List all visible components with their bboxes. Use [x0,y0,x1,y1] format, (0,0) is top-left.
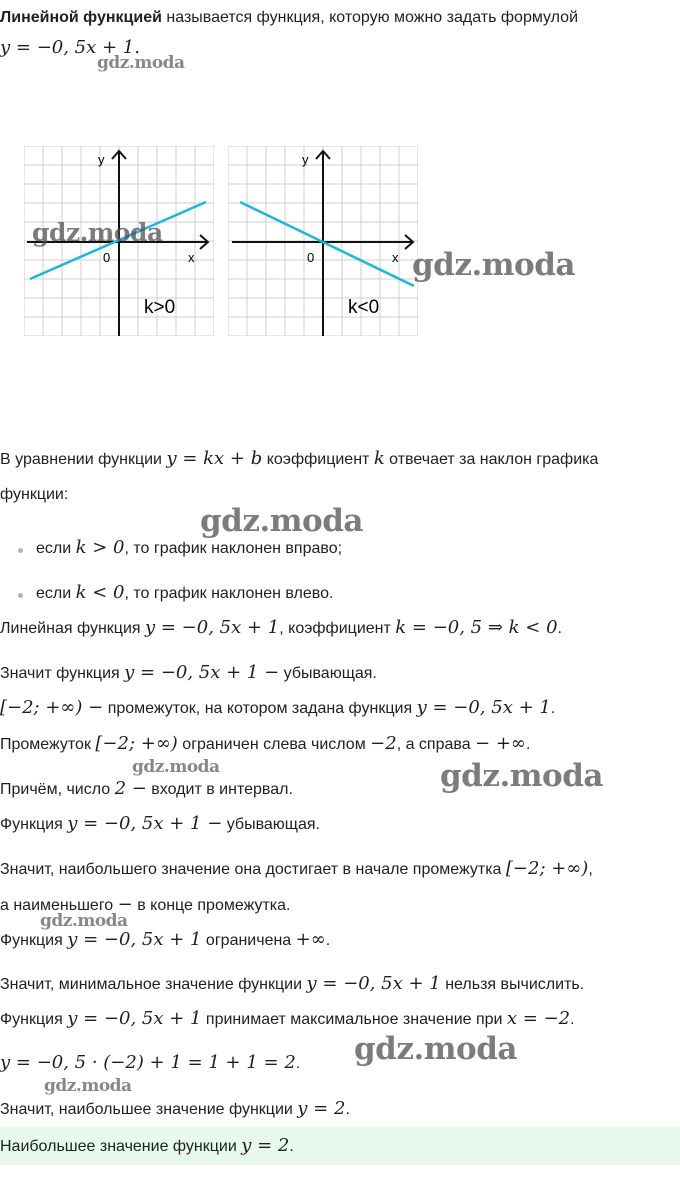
formula: y = −0, 5x + 1 [67,929,202,950]
solution-line [0,618,562,639]
text: убывающая. [222,816,320,833]
text: в конце промежутка. [132,897,291,914]
k-coefficient-line-end: функции: [0,486,69,503]
solution-line [0,779,293,800]
text: ограничена [201,932,296,949]
formula: y = −0, 5 · (−2) + 1 = 1 + 1 = 2 [0,1052,296,1073]
intro-bold-term: Линейной функцией [0,9,162,26]
text: Значит, минимальное значение функции [0,976,307,993]
text: . [550,700,556,717]
bullet-item [36,538,342,559]
text: , а справа [396,736,476,753]
formula: [−2; +∞) [95,733,178,754]
text: . [525,736,531,753]
formula: 2 − [114,778,147,799]
watermark: gdz.moda [40,911,128,931]
text: а наименьшего [0,897,118,914]
formula: k [373,448,385,469]
solution-line [0,698,555,719]
intro-line [0,8,578,28]
answer-text [0,1136,294,1157]
formula: y = kx + b [166,448,263,469]
text: Наибольшее значение функции [0,1138,242,1155]
text: . [345,1101,350,1118]
text: , [588,861,593,878]
axis-y-label: y [302,152,309,167]
text: , то график наклонен вправо; [124,540,343,557]
text: . [557,620,562,637]
bullet-dot [18,593,23,598]
formula: y = −0, 5x + 1 − [67,813,223,834]
text: если [36,540,76,557]
formula: y = 2 [297,1098,346,1119]
watermark: gdz.moda [97,53,185,73]
formula: y = 2 [241,1135,290,1156]
text: Значит, наибольшего значение она достигает в начале промежутка [0,861,506,878]
solution-line [0,1053,300,1074]
formula: y = −0, 5x + 1 [416,697,551,718]
formula: +∞ [295,929,326,950]
solution-line [0,1099,350,1120]
watermark: gdz.moda [132,757,220,777]
solution-line [0,930,330,951]
axes [232,151,413,336]
text: , то график наклонен влево. [124,585,334,602]
text: Причём, число [0,781,115,798]
formula: − +∞ [475,733,526,754]
watermark: gdz.moda [200,503,363,539]
formula: [−2; +∞) [505,858,589,879]
text: ограничен слева числом [177,736,371,753]
text: . [289,1138,294,1155]
solution-line [0,1009,575,1030]
solution-line [0,814,320,835]
text: входит в интервал. [146,781,293,798]
text: . [325,932,331,949]
watermark: gdz.moda [354,1031,517,1067]
bullet-item [36,583,333,604]
graph-caption: k>0 [144,297,176,318]
text: промежуток, на котором задана функция [103,700,417,717]
axis-x-label: x [188,250,195,265]
bullet-dot [18,548,23,553]
formula: − [117,894,133,915]
formula: y = −0, 5x + 1 [67,1008,202,1029]
formula: y = −0, 5x + 1 [306,973,441,994]
text: , коэффициент [279,620,396,637]
formula: −2 [370,733,397,754]
formula: k < 0 [75,582,125,603]
text: В уравнении функции [0,451,167,468]
text: убывающая. [279,665,377,682]
text: принимает максимальное значение при [201,1011,507,1028]
solution-line [0,859,593,880]
text: Функция [0,816,68,833]
axis-y-label: y [98,152,105,167]
solution-line [0,734,530,755]
formula: y = −0, 5x + 1 [144,617,280,638]
axis-x-label: x [392,250,399,265]
text: . [295,1055,301,1072]
text: Значит функция [0,665,125,682]
text: Значит, наибольшее значение функции [0,1101,298,1118]
solution-line [0,974,584,995]
solution-line [0,663,377,684]
formula: k > 0 [75,537,125,558]
text: . [570,1011,575,1028]
k-coefficient-line [0,449,598,470]
origin-label: 0 [307,250,315,265]
text: Функция [0,1011,68,1028]
formula: y = −0, 5x + 1 − [124,662,280,683]
graph-k-negative [228,146,418,336]
watermark: gdz.moda [412,247,575,283]
formula: x = −2 [506,1008,571,1029]
text: Функция [0,932,68,949]
origin-label: 0 [103,250,111,265]
text: Линейная функция [0,620,145,637]
text: Промежуток [0,736,96,753]
formula: [−2; +∞) − [0,697,104,718]
watermark: gdz.moda [44,1076,132,1096]
watermark: gdz.moda [440,758,603,794]
text: отвечает за наклон графика [384,451,599,468]
intro-formula: y = −0, 5x + 1. [0,37,140,58]
intro-text: называется функция, которую можно задать формулой [161,9,579,26]
text: нельзя вычислить. [440,976,585,993]
text: коэффициент [262,451,374,468]
graph-caption: k<0 [348,297,380,318]
watermark: gdz.moda [32,218,163,247]
text: если [36,585,76,602]
formula: k = −0, 5 ⇒ k < 0 [395,617,558,638]
